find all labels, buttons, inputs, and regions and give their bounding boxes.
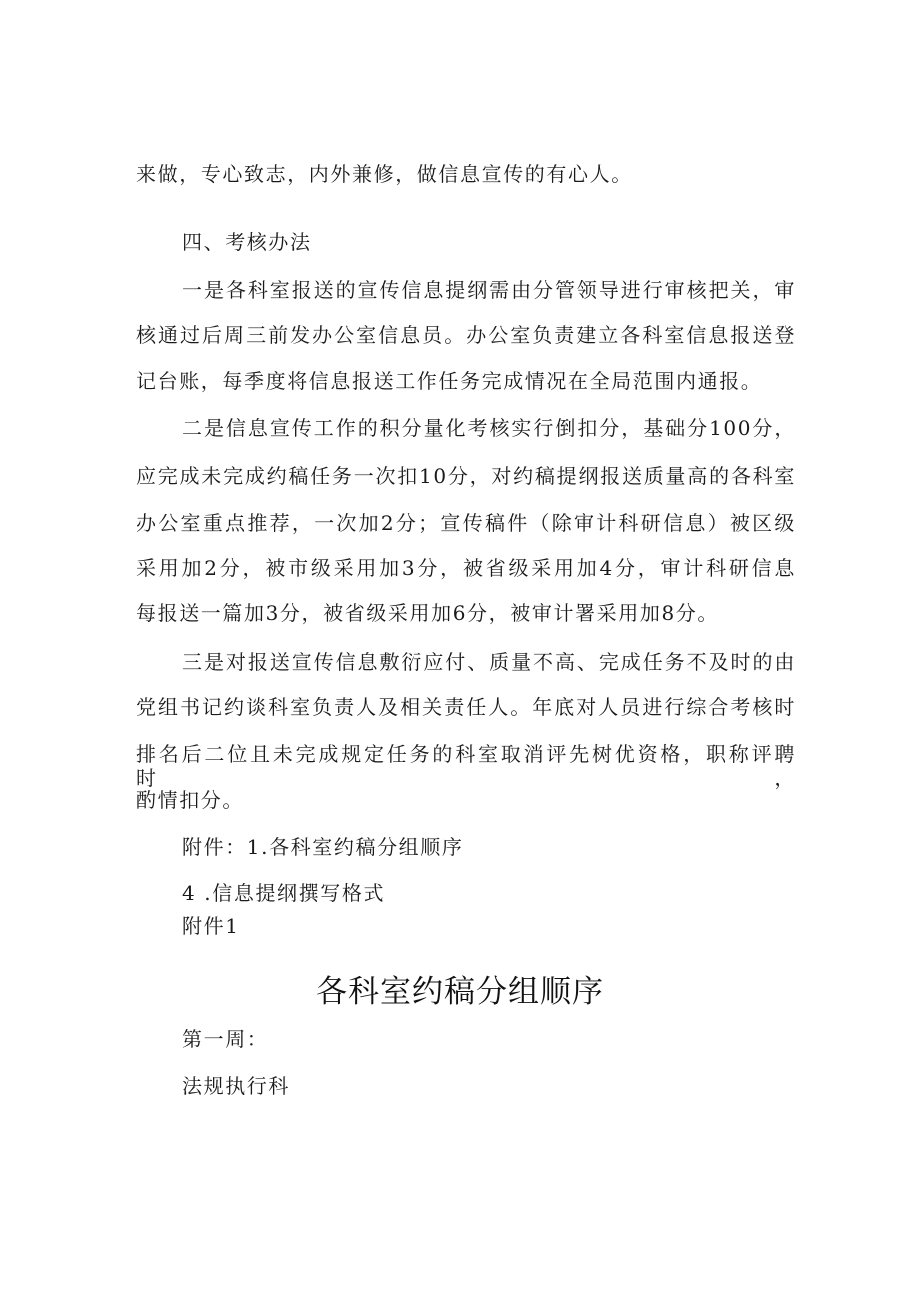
paragraph-3-line-1: 三是对报送宣传信息敷衍应付、质量不高、完成任务不及时的由	[182, 650, 796, 674]
attachment-title: 各科室约稿分组顺序	[316, 974, 604, 1010]
department-name: 法规执行科	[182, 1074, 290, 1098]
paragraph-1-line-2: 核通过后周三前发办公室信息员。办公室负责建立各科室信息报送登	[136, 323, 796, 347]
paragraph-1-line-3: 记台账，每季度将信息报送工作任务完成情况在全局范围内通报。	[136, 369, 763, 393]
paragraph-2-line-5: 每报送一篇加3分，被省级采用加6分，被审计署采用加8分。	[136, 601, 719, 625]
paragraph-2-line-4: 采用加2分，被市级采用加3分，被省级采用加4分，审计科研信息	[136, 556, 796, 580]
paragraph-3-line-3: 排名后二位且未完成规定任务的科室取消评先树优资格，职称评聘时，	[136, 742, 796, 790]
attachment-list: 附件：1.各科室约稿分组顺序	[182, 835, 464, 859]
paragraph-2-line-1: 二是信息宣传工作的积分量化考核实行倒扣分，基础分100分，	[182, 416, 796, 440]
attachment-item-2: 4 .信息提纲撰写格式	[182, 881, 386, 905]
paragraph-2-line-2: 应完成未完成约稿任务一次扣10分，对约稿提纲报送质量高的各科室	[136, 464, 796, 488]
paragraph-1-line-1: 一是各科室报送的宣传信息提纲需由分管领导进行审核把关，审	[182, 278, 796, 302]
paragraph-3-line-4: 酌情扣分。	[136, 788, 244, 812]
attachment-label: 附件1	[182, 914, 240, 938]
paragraph-continuation: 来做，专心致志，内外兼修，做信息宣传的有心人。	[136, 162, 633, 186]
paragraph-3-line-2: 党组书记约谈科室负责人及相关责任人。年底对人员进行综合考核时	[136, 695, 796, 719]
section-heading-assessment: 四、考核办法	[182, 230, 312, 254]
paragraph-2-line-3: 办公室重点推荐，一次加2分；宣传稿件（除审计科研信息）被区级	[136, 511, 796, 535]
week-label: 第一周：	[182, 1027, 269, 1051]
